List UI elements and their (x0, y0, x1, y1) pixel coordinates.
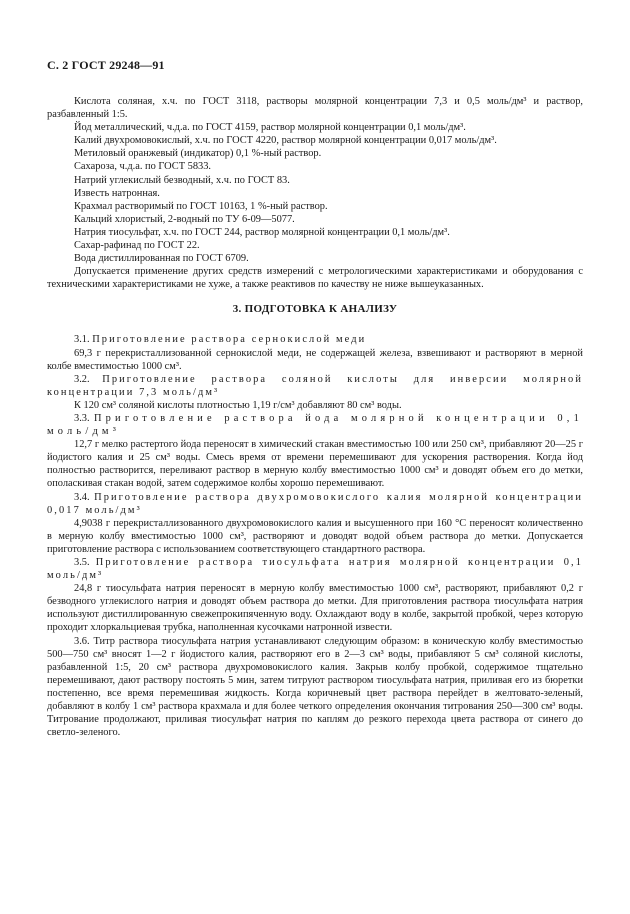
subsection-title: Приготовление раствора двухромовокислого калия молярной концентрации 0,017 моль/дм³ (47, 491, 583, 516)
subsection-text-3-6: 3.6. Титр раствора тиосульфата натрия устанавливают следующим образом: в коническую колбу вместимостью 500—750 см³ вносят 1—2 г йодистого калия, растворяют его в 2—3 см³ воды, прибавляют 5 см³ соляной кислоты, разбавленной 1:5, 20 см³ раствора двухромовокислого калия. Закрыв колбу пробкой, содержимое тщательно перемешивают, дают раствору постоять 5 мин, затем титруют раствором тиосульфата натрия, приливая его из бюретки постепенно, все время перемешивая жидкость. Когда коричневый цвет раствора перейдет в желтовато-зеленый, добавляют в колбу 1 см³ раствора крахмала и для более четкого определения окончания титрования 250—300 см³ воды. Титрование продолжают, приливая тиосульфат натрия по каплям до резкого перехода цвета раствора от синего до светло-зеленого. (47, 635, 583, 739)
subsection-number: 3.3. (74, 412, 90, 424)
section-title: 3. ПОДГОТОВКА К АНАЛИЗУ (232, 303, 398, 316)
subsection-heading-3-4 (47, 491, 583, 517)
reagent-item: Крахмал растворимый по ГОСТ 10163, 1 %-ный раствор. (74, 200, 328, 212)
subsection-number: 3.2. (74, 373, 90, 385)
reagent-item: Сахар-рафинад по ГОСТ 22. (74, 240, 200, 252)
reagent-item: Натрия тиосульфат, х.ч. по ГОСТ 244, раствор молярной концентрации 0,1 моль/дм³. (74, 226, 450, 238)
section-body (47, 333, 583, 739)
subsection-title: Приготовление раствора йода молярной концентрации 0,1 моль/дм³ (47, 412, 583, 438)
subsection-heading-3-2 (47, 373, 583, 399)
subsection-heading-3-5 (47, 556, 583, 582)
subsection-number: 3.5. (74, 557, 90, 568)
subsection-title: Приготовление раствора сернокислой меди (92, 334, 367, 346)
reagent-item: Калий двухромовокислый, х.ч. по ГОСТ 4220, раствор молярной концентрации 0,017 моль/дм³. (74, 135, 497, 147)
reagent-item: Йод металлический, ч.д.а. по ГОСТ 4159, раствор молярной концентрации 0,1 моль/дм³. (74, 122, 466, 134)
reagent-item: Натрий углекислый безводный, х.ч. по ГОСТ 83. (74, 174, 290, 186)
running-header: С. 2 ГОСТ 29248—91 (47, 58, 165, 72)
subsection-heading-3-3 (47, 412, 583, 438)
subsection-number: 3.4. (74, 491, 90, 503)
reagent-item: Вода дистиллированная по ГОСТ 6709. (74, 253, 249, 265)
reagent-item: Известь натронная. (74, 187, 160, 199)
subsection-text-3-2: К 120 см³ соляной кислоты плотностью 1,19 г/см³ добавляют 80 см³ воды. (74, 399, 402, 411)
subsection-text-3-5: 24,8 г тиосульфата натрия переносят в мерную колбу вместимостью 1000 см³, растворяют, прибавляют 0,2 г безводного углекислого натрия и доводят объем раствора до метки. Для приготовления раствора тиосульфата натрия используют дистиллированную свежепрокипяченную воду. Охлаждают воду в колбе, закрытой пробкой, через которую проходит хлоркальциевая трубка, наполненная кусочками натронной извести. (47, 583, 583, 634)
reagent-item: Сахароза, ч.д.а. по ГОСТ 5833. (74, 161, 212, 173)
reagent-item: Метиловый оранжевый (индикатор) 0,1 %-ный раствор. (74, 148, 322, 160)
subsection-text-3-1: 69,3 г перекристаллизованной сернокислой меди, не содержащей железа, взвешивают и растворяют в мерной колбе вместимостью 1000 см³. (47, 347, 583, 372)
subsection-title: Приготовление раствора тиосульфата натрия молярной концентрации 0,1 моль/дм³ (47, 557, 583, 582)
reagent-item: Кальций хлористый, 2-водный по ТУ 6-09—5077. (74, 213, 295, 225)
reagents-list (47, 95, 583, 291)
reagent-item: Кислота соляная, х.ч. по ГОСТ 3118, растворы молярной концентрации 7,3 и 0,5 моль/дм³ и раствор, разбавленный 1:5. (47, 96, 583, 121)
subsection-text-3-3: 12,7 г мелко растертого йода переносят в химический стакан вместимостью 100 или 250 см³, прибавляют 20—25 г йодистого калия и 25 см³ воды. Смесь время от времени перемешивают для ускорения растворения. Когда йод полностью растворится, переливают раствор в мерную колбу вместимостью 1000 см³ и доводят объем его до метки, ополаскивая стакан водой, затем содержимое колбы хорошо перемешивают. (47, 439, 583, 490)
subsection-text-3-4: 4,9038 г перекристаллизованного двухромовокислого калия и высушенного при 160 °С переносят количественно в мерную колбу вместимостью 1000 см³, растворяют и доводят водой объем раствора до метки. Допускается приготовление раствора с использованием соответствующего стандартного раствора. (47, 517, 583, 555)
subsection-heading-3-1 (47, 333, 583, 346)
subsection-number: 3.1. (74, 334, 90, 346)
equivalents-note: Допускается применение других средств измерений с метрологическими характеристиками и оборудования с техническими характеристиками не хуже, а также реактивов по качеству не ниже вышеуказанных. (47, 266, 583, 291)
subsection-title: Приготовление раствора соляной кислоты для инверсии молярной концентрации 7,3 моль/дм³ (47, 373, 583, 398)
document-page (47, 58, 583, 739)
